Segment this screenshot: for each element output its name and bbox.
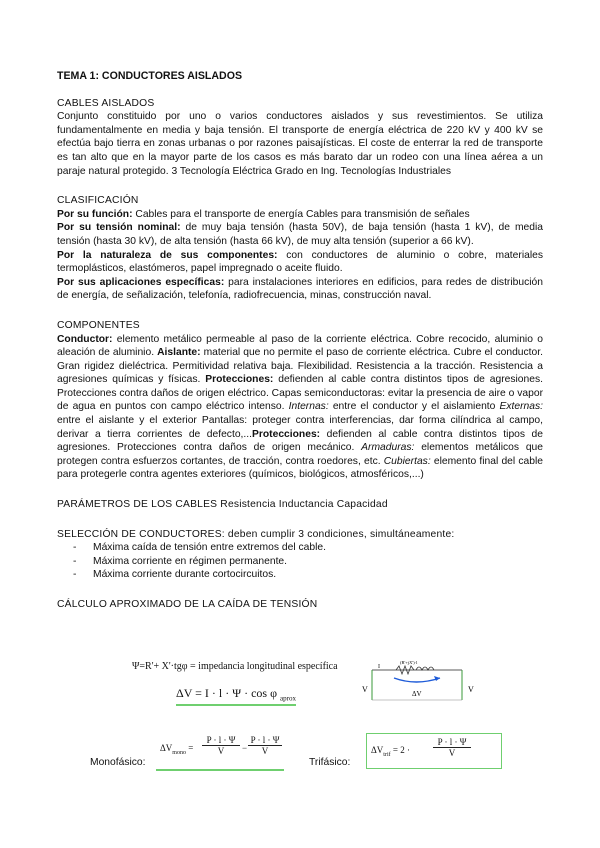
mono-lhs-symbol: ΔV: [160, 743, 173, 753]
voltage-drop-subscript: aprox: [280, 694, 296, 703]
tri-formula: [366, 733, 502, 769]
clasificacion-text: Cables para el transporte de energía Cables para transmisión de señales: [132, 208, 470, 220]
cubiertas-label: Cubiertas:: [383, 455, 431, 467]
clasificacion-item: [57, 221, 543, 248]
mono-numerator-2: P · l · Ψ: [248, 735, 282, 746]
clasificacion-item: [57, 276, 543, 303]
list-item: - Máxima corriente durante cortocircuitos.: [79, 568, 543, 582]
circuit-v1-label: V: [362, 685, 368, 694]
mono-fraction-2: [248, 735, 282, 756]
externas-label: Externas:: [499, 401, 544, 413]
circuit-dv-label: ΔV: [412, 690, 422, 698]
clasificacion-item: [57, 249, 543, 276]
circuit-impedance-label: (R'+jX')·l: [400, 660, 418, 665]
tri-lhs-symbol: ΔV: [371, 745, 384, 755]
tri-denominator: V: [448, 748, 456, 758]
clasificacion-label: Por su tensión nominal:: [57, 222, 181, 234]
conductor-text: elemento metálico permeable al paso de la corriente eléctrica. Cobre recocido, aluminio o aleación de aluminio.: [57, 333, 543, 359]
tri-label: Trifásico:: [309, 757, 351, 768]
clasificacion-label: Por sus aplicaciones específicas:: [57, 276, 225, 288]
mono-lhs: $\Delta V_{mono}$ =: [160, 743, 194, 756]
mono-label: Monofásico:: [90, 757, 146, 768]
circuit-v2-label: V: [468, 685, 474, 694]
voltage-drop-formula: [176, 686, 296, 706]
clasificacion-text: de muy baja tensión (hasta 50V), de baja tensión (hasta 1 kV), de media tensión (hasta 30 kV), de alta tensión (hasta 66 kV), de muy alta tensión (superior a 66 kV).: [57, 222, 543, 247]
armaduras-text: elementos metálicos que protegen contra esfuerzos cortantes, de tracción, contra roedores, etc.: [57, 442, 543, 467]
mono-formula: $\Delta V_{mono}$ = $\frac{P \cdot l \cdot \Psi}{V}$ − $\frac{P \cdot l \cdot \Psi}{V}$: [156, 731, 284, 771]
section-heading-seleccion: SELECCIÓN DE CONDUCTORES: deben cumplir 3 condiciones, simultáneamente:: [57, 528, 455, 540]
clasificacion-label: Por su función:: [57, 208, 133, 220]
aislante-label: Aislante:: [157, 347, 201, 359]
voltage-drop-expression: ΔV = I · l · Ψ · cos φ: [176, 686, 278, 700]
circuit-i-label: I: [378, 664, 380, 670]
section-heading-clasificacion: CLASIFICACIÓN: [57, 195, 139, 207]
cables-paragraph: Conjunto constituido por uno o varios conductores aislados y sus revestimientos. Se utiliza fundamentalmente en media y baja tensión. El transporte de energía eléctrica de 220 kV y 400 kV se efectúa bajo tierra en zonas urbanas o por razones paisajísticas. El coste de enterrar la red de transporte es tan alto que en la mayor parte de los casos es más barato dar un rodeo con una línea aérea a un paraje natural protegido. 3 Tecnología Eléctrica Grado en Ing. Tecnologías Industriales: [57, 111, 543, 177]
armaduras-label: Armaduras:: [361, 442, 415, 454]
section-heading-parametros: PARÁMETROS DE LOS CABLES Resistencia Inductancia Capacidad: [57, 499, 388, 511]
clasificacion-label: Por la naturaleza de sus componentes:: [57, 249, 278, 261]
document-page: [57, 70, 543, 612]
tri-lhs-subscript: trif: [383, 751, 391, 758]
aislante-text: material que no permite el paso de corriente eléctrica. Cubre el conductor. Gran rigidez dieléctrica. Permitividad relativa baja. Flexibilidad. Resistencia a la tracción. Resistencia a agresiones químicas y físicas.: [57, 347, 543, 386]
protecciones-label: Protecciones:: [252, 428, 321, 440]
tri-lhs: $\Delta V_{trif} = 2$ ·: [371, 745, 410, 758]
section-heading-cables: CABLES AISLADOS: [57, 97, 155, 109]
seleccion-list: [57, 541, 543, 582]
conductor-label: Conductor:: [57, 333, 113, 345]
protecciones-text: defienden al cable contra distintos tipos de agresiones. Protecciones contra daños de origen eléctrico. Capas semiconductoras: evitar la presencia de aire o vapor de agua en puntos con campo eléctrico intenso.: [57, 374, 543, 413]
internas-text: entre el conductor y el aislamiento: [328, 401, 500, 413]
list-item: - Máxima corriente en régimen permanente.: [79, 555, 543, 569]
list-item: - Máxima caída de tensión entre extremos del cable.: [79, 541, 543, 555]
clasificacion-text: con conductores de aluminio o cobre, materiales termoplásticos, elastómeros, papel impregnado o aceite fluido.: [57, 249, 543, 275]
section-heading-calculo: CÁLCULO APROXIMADO DE LA CAÍDA DE TENSIÓN: [57, 599, 318, 610]
componentes-paragraph: [57, 333, 543, 483]
mono-fraction-1: [202, 735, 240, 756]
mono-lhs-subscript: mono: [172, 749, 186, 756]
protecciones-label: Protecciones:: [205, 374, 274, 386]
tri-fraction: [433, 737, 471, 758]
internas-label: Internas:: [288, 401, 329, 413]
page-title: TEMA 1: CONDUCTORES AISLADOS: [57, 70, 243, 82]
mono-denominator-1: V: [217, 746, 225, 756]
protecciones-text: defienden al cable contra distintos tipos de agresiones. Protecciones contra daños de origen mecánico.: [57, 428, 543, 454]
mono-denominator-2: V: [261, 746, 269, 756]
tri-numerator: P · l · Ψ: [433, 737, 471, 748]
externas-text: entre el aislante y el exterior Pantallas: proteger contra interferencias, dar forma cilíndrica al campo, derivar a tierra corrientes de defecto,...: [57, 415, 543, 440]
clasificacion-item: [57, 208, 543, 222]
section-heading-componentes: COMPONENTES: [57, 319, 140, 331]
clasificacion-text: para instalaciones interiores en edificios, para redes de distribución de energía, de señalización, telefonía, radiofrecuencia, minas, construcción naval.: [57, 276, 543, 302]
cubiertas-text: elemento final del cable para protegerle contra agentes exteriores (químicos, biológicos, atmosféricos,...): [57, 455, 543, 481]
mono-numerator-1: P · l · Ψ: [202, 735, 240, 746]
circuit-diagram: [360, 660, 480, 708]
psi-formula: Ψ=R'+ X'·tgφ = impedancia longitudinal específica: [132, 661, 338, 672]
tri-coefficient: 2: [400, 745, 405, 755]
